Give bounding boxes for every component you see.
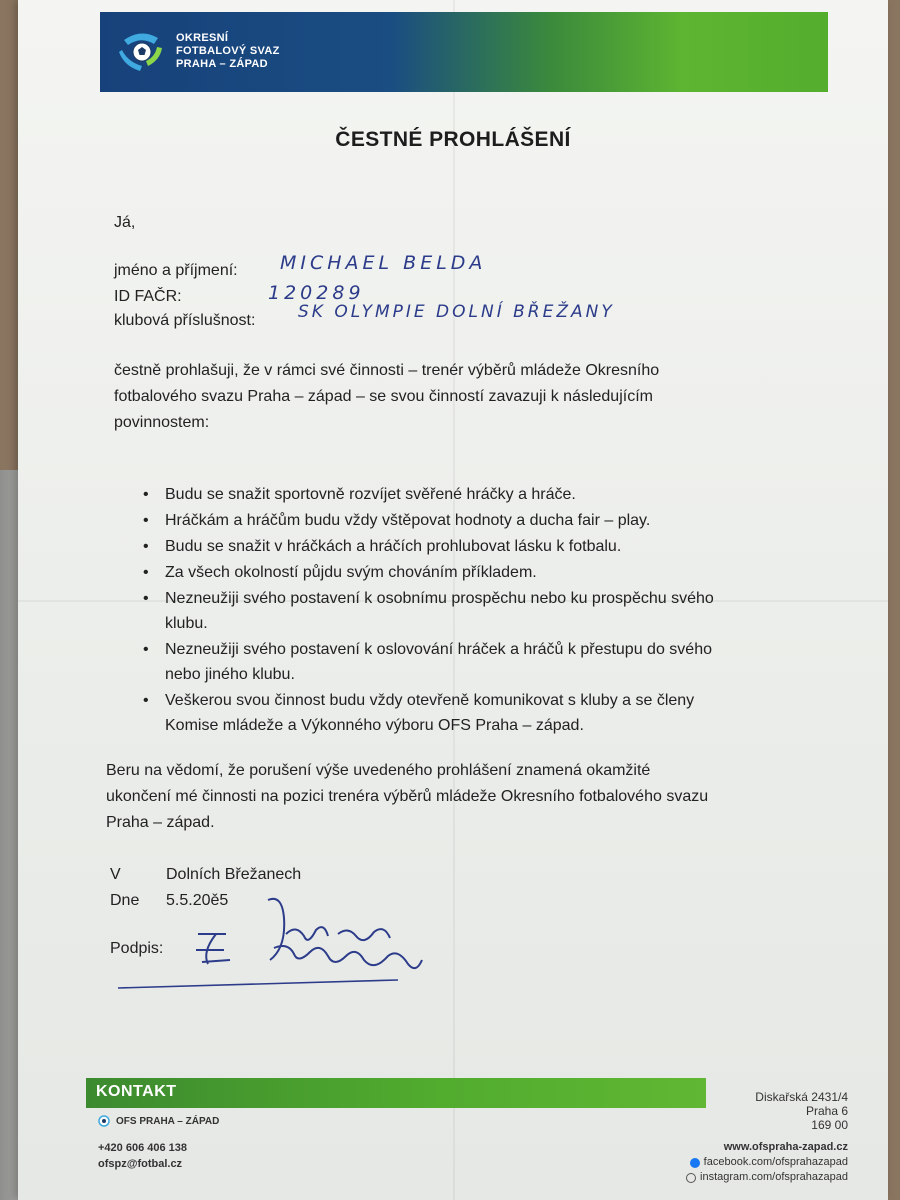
letterhead-band	[100, 12, 828, 92]
ofs-logo-icon	[118, 26, 164, 72]
date-label: Dne	[110, 892, 140, 909]
facebook-link: facebook.com/ofsprahazapad	[686, 1155, 848, 1170]
instagram-link: instagram.com/ofsprahazapad	[686, 1170, 848, 1185]
place-value: Dolních Břežanech	[166, 866, 302, 883]
contact-band	[86, 1078, 706, 1108]
footer-org	[98, 1115, 219, 1127]
ofs-small-logo-icon	[98, 1115, 110, 1127]
facebook-icon	[690, 1158, 700, 1168]
club-value-handwritten: SK OLYMPIE DOLNÍ BŘEŽANY	[298, 302, 615, 322]
list-item: • Budu se snažit sportovně rozvíjet svěřené hráčky a hráče.	[143, 482, 823, 507]
declaration-line: povinnostem:	[114, 414, 210, 431]
closing-line: Beru na vědomí, že porušení výše uvedeného prohlášení znamená okamžité	[106, 762, 651, 779]
web-link: www.ofspraha-zapad.cz	[723, 1141, 848, 1153]
obligations-list	[143, 482, 823, 738]
address-line: Diskařská 2431/4	[755, 1090, 848, 1104]
list-item: • Nezneužiji svého postavení k osobnímu prospěchu nebo ku prospěchu svého klubu.	[143, 586, 823, 636]
address-line: Praha 6	[805, 1104, 848, 1118]
list-item: • Hráčkám a hráčům budu vždy vštěpovat hodnoty a ducha fair – play.	[143, 508, 823, 533]
list-item: • Nezneužiji svého postavení k oslovování hráček a hráčů k přestupu do svého nebo jiného klubu.	[143, 637, 823, 687]
id-label: ID FAČR:	[114, 288, 182, 305]
declaration-line: fotbalového svazu Praha – západ – se svou činností zavazuji k následujícím	[114, 388, 653, 405]
list-item: • Veškerou svou činnost budu vždy otevřeně komunikovat s kluby a se členy Komise mládeže a Výkonného výboru OFS Praha – západ.	[143, 688, 823, 738]
org-name-line3: PRAHA – ZÁPAD	[176, 58, 268, 70]
club-label: klubová příslušnost:	[114, 312, 256, 329]
instagram-icon	[686, 1173, 696, 1183]
document-page	[18, 0, 888, 1200]
org-name	[176, 32, 280, 71]
intro-text: Já,	[114, 214, 136, 231]
signature-icon	[98, 890, 438, 1000]
address-line: 169 00	[811, 1118, 848, 1132]
footer-address	[755, 1090, 848, 1132]
list-item: • Budu se snažit v hráčkách a hráčích prohlubovat lásku k fotbalu.	[143, 534, 823, 559]
footer-links	[686, 1140, 848, 1185]
closing-paragraph	[106, 758, 846, 836]
closing-line: ukončení mé činnosti na pozici trenéra výběrů mládeže Okresního fotbalového svazu	[106, 788, 709, 805]
declaration-paragraph	[114, 358, 814, 436]
document-title: ČESTNÉ PROHLÁŠENÍ	[335, 128, 571, 151]
place-label: V	[110, 866, 121, 883]
contact-heading: KONTAKT	[96, 1083, 177, 1100]
name-label: jméno a příjmení:	[114, 262, 238, 279]
org-name-line2: FOTBALOVÝ SVAZ	[176, 45, 280, 57]
name-value-handwritten: MICHAEL BELDA	[280, 252, 487, 274]
date-value: 5.5.20ě5	[166, 892, 229, 909]
footer-email: ofspz@fotbal.cz	[98, 1158, 183, 1170]
closing-line: Praha – západ.	[106, 814, 215, 831]
footer-phone: +420 606 406 138	[98, 1142, 188, 1154]
list-item: • Za všech okolností půjdu svým chováním příkladem.	[143, 560, 823, 585]
footer-org-name: OFS PRAHA – ZÁPAD	[116, 1115, 220, 1127]
org-name-line1: OKRESNÍ	[176, 32, 229, 44]
declaration-line: čestně prohlašuji, že v rámci své činnosti – trenér výběrů mládeže Okresního	[114, 362, 660, 379]
id-value-handwritten: 120289	[268, 282, 365, 304]
signature-label: Podpis:	[110, 940, 164, 957]
